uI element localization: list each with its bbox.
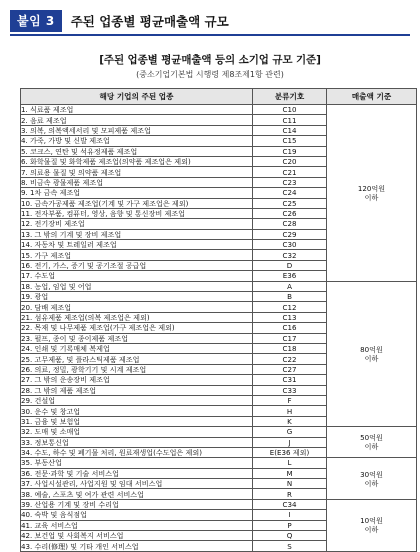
classification-code-cell: C26: [253, 208, 327, 218]
classification-code-cell: P: [253, 520, 327, 530]
revenue-threshold-cell: [327, 281, 417, 426]
industry-name-cell: 19. 광업: [21, 292, 253, 302]
classification-code-cell: C31: [253, 375, 327, 385]
industry-name-cell: 14. 자동차 및 트레일러 제조업: [21, 240, 253, 250]
header-divider: [10, 34, 410, 36]
industry-name-cell: 38. 예술, 스포츠 및 여가 관련 서비스업: [21, 489, 253, 499]
industry-name-cell: 2. 음료 제조업: [21, 115, 253, 125]
classification-code-cell: C13: [253, 312, 327, 322]
industry-name-cell: 17. 수도업: [21, 271, 253, 281]
industry-name-cell: 26. 의료, 정밀, 광학기기 및 시계 제조업: [21, 364, 253, 374]
industry-name-cell: 40. 숙박 및 음식점업: [21, 510, 253, 520]
doc-subtitle: (중소기업기본법 시행령 제8조제1항 관련): [136, 70, 284, 79]
revenue-threshold-cell: [327, 499, 417, 551]
industry-size-table: [20, 88, 417, 552]
revenue-threshold-cell: [327, 427, 417, 458]
industry-name-cell: 16. 전기, 가스, 증기 및 공기조절 공급업: [21, 260, 253, 270]
industry-name-cell: 5. 코크스, 연탄 및 석유정제품 제조업: [21, 146, 253, 156]
industry-name-cell: 9. 1차 금속 제조업: [21, 188, 253, 198]
industry-name-cell: 41. 교육 서비스업: [21, 520, 253, 530]
industry-name-cell: 12. 전기장비 제조업: [21, 219, 253, 229]
classification-code-cell: C15: [253, 136, 327, 146]
industry-name-cell: 10. 금속가공제품 제조업(기계 및 가구 제조업은 제외): [21, 198, 253, 208]
classification-code-cell: C12: [253, 302, 327, 312]
classification-code-cell: E(E36 제외): [253, 447, 327, 457]
industry-name-cell: 21. 섬유제품 제조업(의복 제조업은 제외): [21, 312, 253, 322]
industry-name-cell: 43. 수리(修理) 및 기타 개인 서비스업: [21, 541, 253, 551]
classification-code-cell: C18: [253, 343, 327, 353]
industry-name-cell: 15. 가구 제조업: [21, 250, 253, 260]
industry-name-cell: 22. 목재 및 나무제품 제조업(가구 제조업은 제외): [21, 323, 253, 333]
classification-code-cell: C16: [253, 323, 327, 333]
classification-code-cell: G: [253, 427, 327, 437]
industry-name-cell: 33. 정보통신업: [21, 437, 253, 447]
industry-name-cell: 31. 금융 및 보험업: [21, 416, 253, 426]
table-header-row: [21, 89, 417, 105]
table-body: [21, 105, 417, 552]
industry-name-cell: 32. 도매 및 소매업: [21, 427, 253, 437]
classification-code-cell: C17: [253, 333, 327, 343]
revenue-threshold-amount: 50억원: [360, 433, 383, 443]
table-row: [21, 105, 417, 115]
classification-code-cell: E36: [253, 271, 327, 281]
industry-name-cell: 1. 식료품 제조업: [21, 105, 253, 115]
industry-name-cell: 23. 펄프, 종이 및 종이제품 제조업: [21, 333, 253, 343]
industry-name-cell: 34. 수도, 하수 및 폐기물 처리, 원료재생업(수도업은 제외): [21, 447, 253, 457]
industry-name-cell: 35. 부동산업: [21, 458, 253, 468]
column-header-code: 분류기호: [253, 89, 327, 105]
revenue-threshold-qualifier: 이하: [364, 478, 379, 488]
industry-name-cell: 7. 의료용 물질 및 의약품 제조업: [21, 167, 253, 177]
classification-code-cell: C20: [253, 156, 327, 166]
classification-code-cell: C23: [253, 177, 327, 187]
industry-name-cell: 28. 그 밖의 제품 제조업: [21, 385, 253, 395]
classification-code-cell: C33: [253, 385, 327, 395]
industry-name-cell: 37. 사업시설관리, 사업지원 및 임대 서비스업: [21, 479, 253, 489]
revenue-threshold-amount: 80억원: [360, 344, 383, 354]
classification-code-cell: L: [253, 458, 327, 468]
industry-name-cell: 39. 산업용 기계 및 장비 수리업: [21, 499, 253, 509]
classification-code-cell: I: [253, 510, 327, 520]
classification-code-cell: C27: [253, 364, 327, 374]
industry-name-cell: 20. 담배 제조업: [21, 302, 253, 312]
classification-code-cell: J: [253, 437, 327, 447]
table-row: [21, 458, 417, 468]
table-row: [21, 281, 417, 291]
revenue-threshold-qualifier: 이하: [364, 442, 379, 452]
classification-code-cell: M: [253, 468, 327, 478]
classification-code-cell: B: [253, 292, 327, 302]
revenue-threshold-cell: [327, 105, 417, 282]
column-header-industry: 해당 기업의 주된 업종: [21, 89, 253, 105]
attachment-badge: 붙임 3: [10, 10, 62, 32]
revenue-threshold-cell: [327, 458, 417, 500]
classification-code-cell: C21: [253, 167, 327, 177]
classification-code-cell: C19: [253, 146, 327, 156]
classification-code-cell: S: [253, 541, 327, 551]
revenue-threshold-qualifier: 이하: [364, 525, 379, 535]
classification-code-cell: D: [253, 260, 327, 270]
revenue-threshold-amount: 120억원: [357, 183, 386, 193]
industry-name-cell: 42. 보건업 및 사회복지 서비스업: [21, 531, 253, 541]
classification-code-cell: K: [253, 416, 327, 426]
classification-code-cell: C24: [253, 188, 327, 198]
classification-code-cell: C29: [253, 229, 327, 239]
classification-code-cell: C32: [253, 250, 327, 260]
revenue-threshold-amount: 10억원: [360, 516, 383, 526]
classification-code-cell: Q: [253, 531, 327, 541]
industry-name-cell: 4. 가죽, 가방 및 신발 제조업: [21, 136, 253, 146]
classification-code-cell: R: [253, 489, 327, 499]
industry-name-cell: 18. 농업, 임업 및 어업: [21, 281, 253, 291]
industry-name-cell: 25. 고무제품, 및 플라스틱제품 제조업: [21, 354, 253, 364]
industry-name-cell: 6. 화학물질 및 화학제품 제조업(의약품 제조업은 제외): [21, 156, 253, 166]
industry-name-cell: 3. 의복, 의복액세서리 및 모피제품 제조업: [21, 125, 253, 135]
classification-code-cell: A: [253, 281, 327, 291]
classification-code-cell: H: [253, 406, 327, 416]
revenue-threshold-amount: 30억원: [360, 469, 383, 479]
doc-title: [주된 업종별 평균매출액 등의 소기업 규모 기준]: [99, 54, 321, 66]
classification-code-cell: C22: [253, 354, 327, 364]
industry-name-cell: 13. 그 밖의 기계 및 장비 제조업: [21, 229, 253, 239]
column-header-revenue: 매출액 기준: [327, 89, 417, 105]
industry-name-cell: 24. 인쇄 및 기록매체 복제업: [21, 343, 253, 353]
classification-code-cell: C25: [253, 198, 327, 208]
industry-name-cell: 27. 그 밖의 운송장비 제조업: [21, 375, 253, 385]
industry-name-cell: 36. 전문·과학 및 기술 서비스업: [21, 468, 253, 478]
doc-header: [10, 9, 410, 33]
classification-code-cell: C10: [253, 105, 327, 115]
industry-name-cell: 8. 비금속 광물제품 제조업: [21, 177, 253, 187]
table-row: [21, 427, 417, 437]
revenue-threshold-qualifier: 이하: [364, 192, 379, 202]
industry-name-cell: 11. 전자부품, 컴퓨터, 영상, 음향 및 통신장비 제조업: [21, 208, 253, 218]
classification-code-cell: N: [253, 479, 327, 489]
industry-name-cell: 30. 운수 및 창고업: [21, 406, 253, 416]
classification-code-cell: C30: [253, 240, 327, 250]
classification-code-cell: C11: [253, 115, 327, 125]
revenue-threshold-qualifier: 이하: [364, 353, 379, 363]
table-row: [21, 499, 417, 509]
classification-code-cell: C34: [253, 499, 327, 509]
header-title: 주된 업종별 평균매출액 규모: [70, 14, 229, 29]
classification-code-cell: C28: [253, 219, 327, 229]
classification-code-cell: F: [253, 395, 327, 405]
industry-name-cell: 29. 건설업: [21, 395, 253, 405]
classification-code-cell: C14: [253, 125, 327, 135]
